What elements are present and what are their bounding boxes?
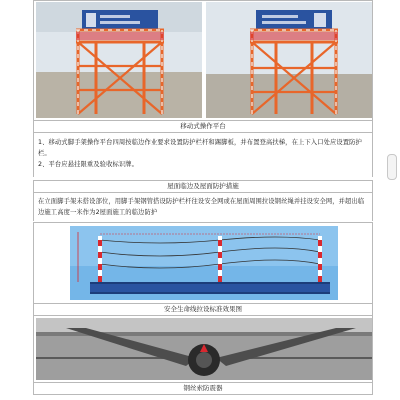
lifeline-diagram bbox=[70, 226, 338, 300]
lifeline-diagram-cell bbox=[33, 223, 373, 303]
platform-item-1-text bbox=[33, 133, 373, 177]
platform-photo-right bbox=[206, 2, 372, 118]
platform-photos bbox=[33, 0, 373, 120]
platform-caption: 移动式操作平台 bbox=[33, 121, 373, 132]
edge-heading: 屋面临边及屋面防护措施 bbox=[33, 181, 373, 192]
wire-damper-photo bbox=[36, 318, 372, 380]
scroll-handle-icon[interactable] bbox=[387, 154, 397, 180]
edge-text: 在立面脚手架未搭设部位，用脚手架钢管搭设防护栏杆往设安全网或在屋面周围拉设钢丝绳并挂设安全网，并超出临边施工高度一米作为2屋面施工的临边防护 bbox=[33, 193, 373, 221]
rule bbox=[33, 394, 373, 395]
wire-caption: 钢丝索防震器 bbox=[33, 383, 373, 394]
lifeline-caption: 安全生命线拉设标准效果图 bbox=[33, 304, 373, 315]
wire-damper-cell bbox=[33, 316, 373, 382]
platform-photo-left bbox=[36, 2, 202, 118]
document-sheet bbox=[33, 0, 373, 400]
platform-item-1: 1、移动式脚手架操作平台四周按临边作业要求设置防护栏杆和踢脚板，并布置登高扶梯，在上下入口处应设置防护栏。 bbox=[38, 139, 362, 157]
platform-item-2: 2、平台应悬挂限重及验收标识牌。 bbox=[38, 161, 139, 168]
